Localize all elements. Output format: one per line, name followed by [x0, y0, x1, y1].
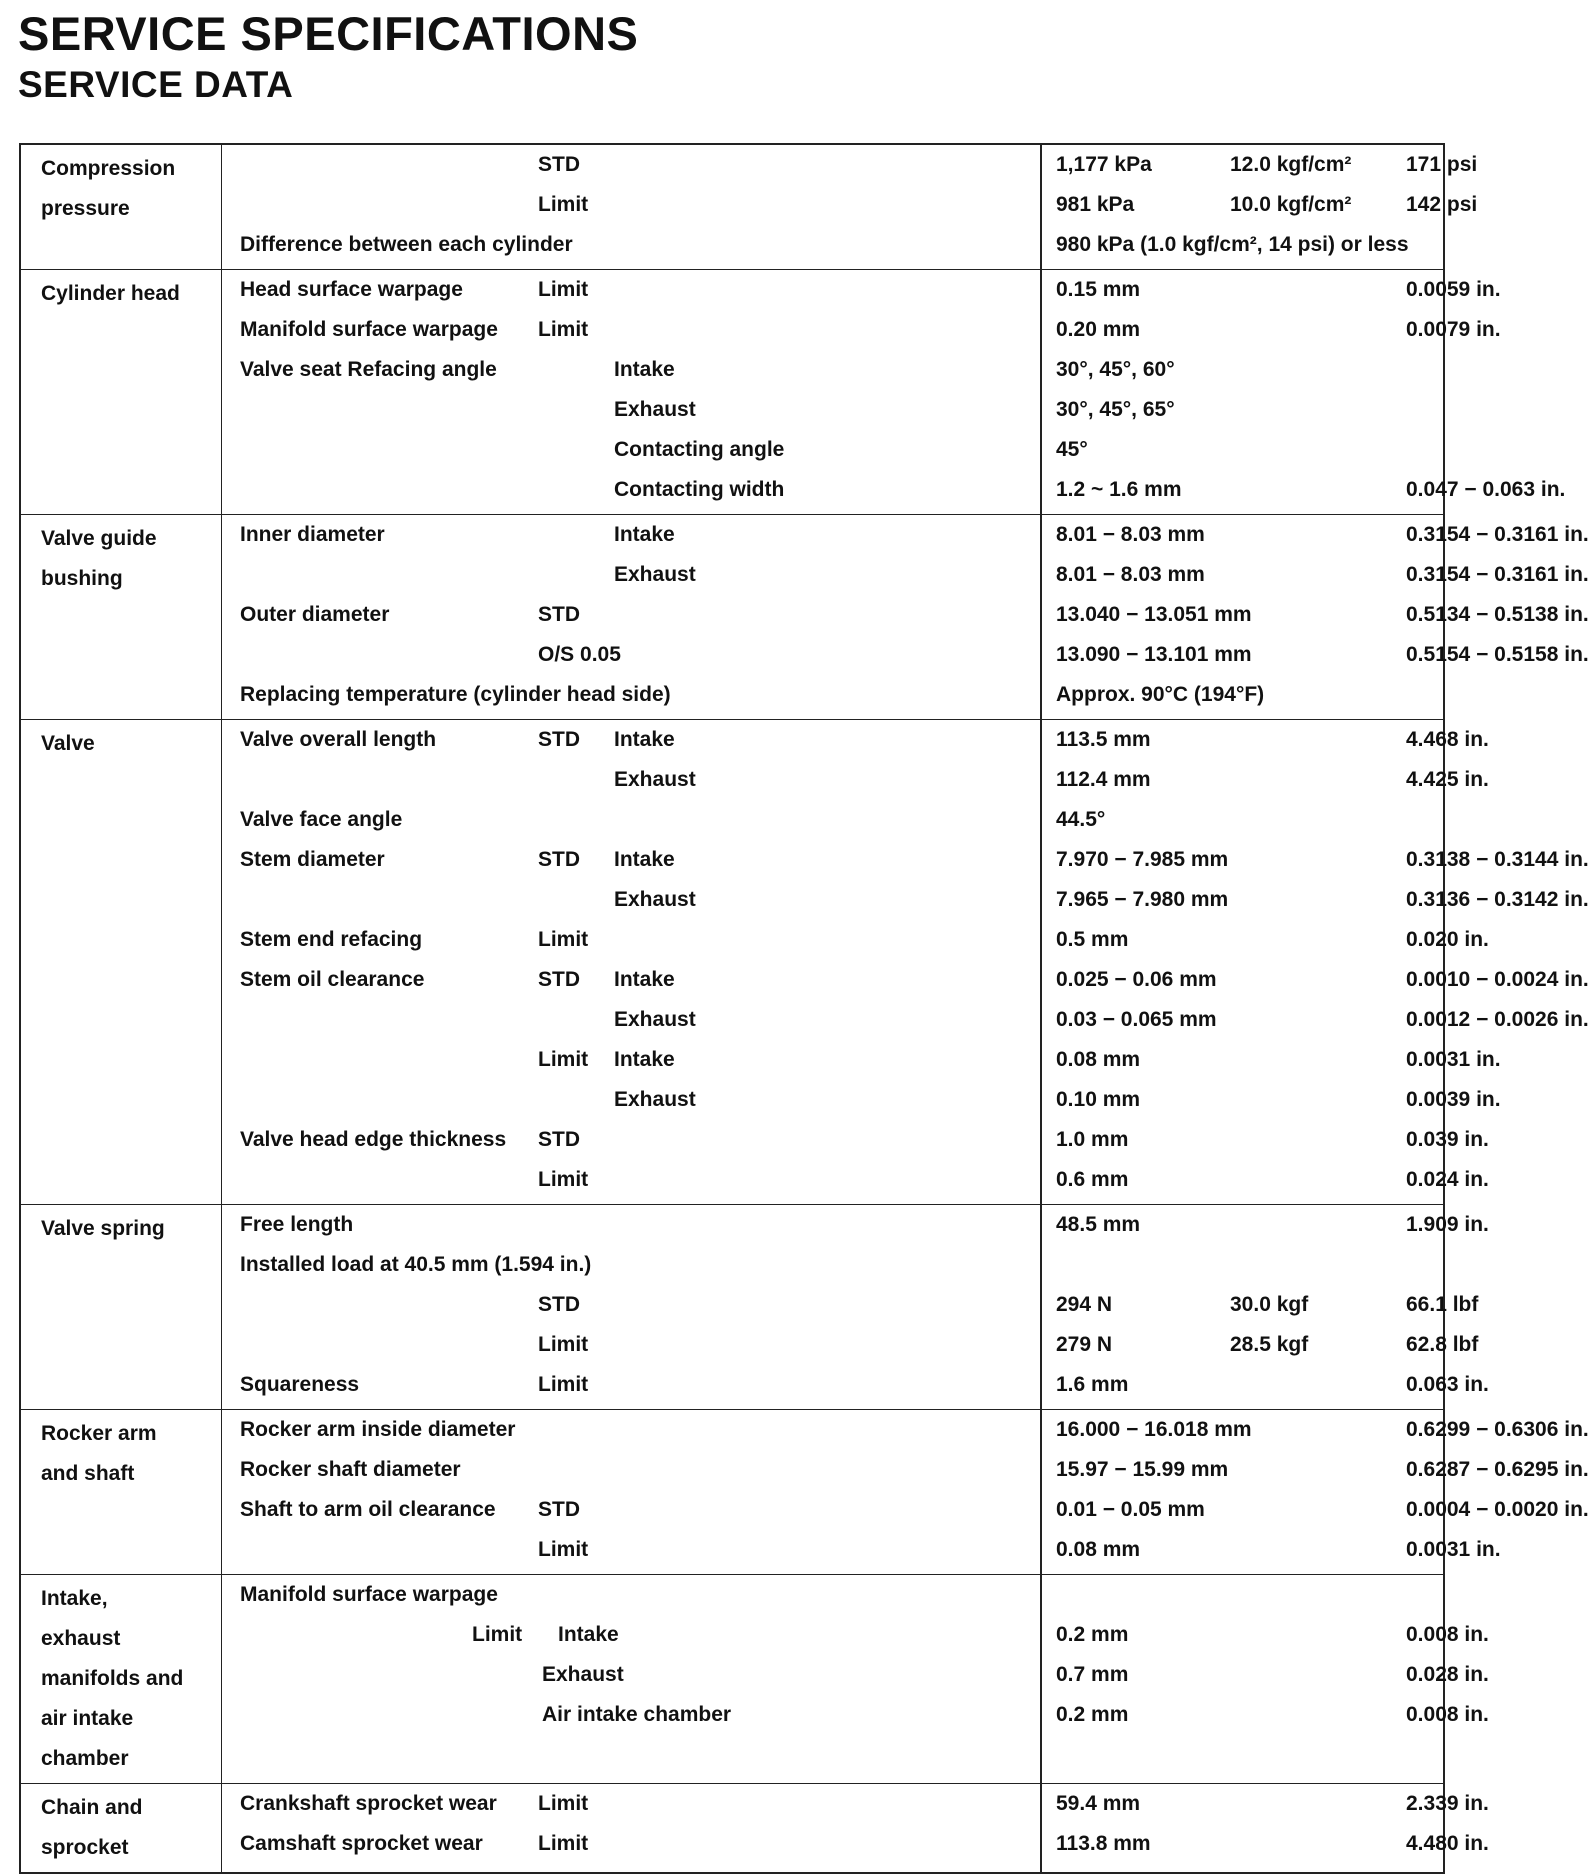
- spec-value-metric: 48.5 mm: [1056, 1213, 1141, 1236]
- spec-value-metric: 0.5 mm: [1056, 928, 1129, 951]
- spec-item: Rocker arm inside diameter: [240, 1418, 516, 1441]
- spec-value-imperial: 0.6287 − 0.6295 in.: [1406, 1458, 1589, 1481]
- spec-item: Rocker shaft diameter: [240, 1458, 461, 1481]
- spec-condition: STD: [538, 153, 580, 176]
- spec-item: Difference between each cylinder: [240, 233, 573, 256]
- section-name-line: Cylinder head: [41, 282, 180, 305]
- section-name-line: Compression: [41, 157, 176, 180]
- spec-row: [222, 1000, 1589, 1040]
- spec-value-imperial: 171 psi: [1406, 153, 1478, 176]
- section-rows: [222, 1205, 1489, 1409]
- spec-item: Manifold surface warpage: [240, 318, 498, 341]
- spec-value-alt: 28.5 kgf: [1230, 1333, 1309, 1356]
- section-name-line: Valve: [41, 732, 95, 755]
- spec-row: [222, 1695, 1489, 1735]
- spec-value-metric: 0.20 mm: [1056, 318, 1141, 341]
- spec-value-metric: 13.090 − 13.101 mm: [1056, 643, 1252, 666]
- spec-row: [222, 145, 1478, 185]
- spec-condition: STD: [538, 1498, 580, 1521]
- spec-row: [222, 225, 1443, 265]
- spec-value-imperial: 0.008 in.: [1406, 1623, 1489, 1646]
- spec-value-imperial: 0.024 in.: [1406, 1168, 1489, 1191]
- spec-section: [21, 1409, 1589, 1574]
- spec-value-metric: 30°, 45°, 65°: [1056, 398, 1175, 421]
- spec-section: [21, 145, 1478, 269]
- spec-item: Crankshaft sprocket wear: [240, 1792, 497, 1815]
- spec-value-imperial: 0.3154 − 0.3161 in.: [1406, 563, 1589, 586]
- spec-row: [222, 675, 1443, 715]
- spec-value-alt: 12.0 kgf/cm²: [1230, 153, 1352, 176]
- spec-item: Replacing temperature (cylinder head side): [240, 683, 671, 706]
- spec-subcondition: Exhaust: [614, 888, 696, 911]
- section-name-line: Valve spring: [41, 1217, 165, 1240]
- spec-row: [222, 635, 1589, 675]
- spec-row: [222, 515, 1589, 555]
- spec-row: [222, 1160, 1489, 1200]
- spec-row: [222, 1735, 1443, 1775]
- section-name: [21, 720, 222, 1204]
- spec-value-metric: 279 N: [1056, 1333, 1113, 1356]
- spec-section: [21, 1783, 1489, 1872]
- spec-row: [222, 390, 1443, 430]
- spec-row: [222, 1410, 1589, 1450]
- spec-row: [222, 1245, 1443, 1285]
- spec-value-imperial: 0.008 in.: [1406, 1703, 1489, 1726]
- spec-value-metric: 44.5°: [1056, 808, 1106, 831]
- spec-value-metric: 59.4 mm: [1056, 1792, 1141, 1815]
- spec-value-imperial: 4.480 in.: [1406, 1832, 1489, 1855]
- spec-subcondition: Intake: [614, 968, 675, 991]
- spec-value-imperial: 66.1 lbf: [1406, 1293, 1479, 1316]
- section-name: [21, 1575, 222, 1783]
- spec-value-metric: 16.000 − 16.018 mm: [1056, 1418, 1252, 1441]
- section-rows: [222, 1784, 1489, 1872]
- spec-row: [222, 880, 1589, 920]
- spec-subcondition: Intake: [614, 523, 675, 546]
- spec-item: Valve overall length: [240, 728, 437, 751]
- section-name: [21, 515, 222, 719]
- spec-value-imperial: 2.339 in.: [1406, 1792, 1489, 1815]
- spec-row: [222, 720, 1489, 760]
- spec-value-metric: 0.2 mm: [1056, 1703, 1129, 1726]
- section-rows: [222, 1575, 1489, 1783]
- spec-row: [222, 185, 1478, 225]
- section-name-line: pressure: [41, 197, 130, 220]
- spec-row: [222, 800, 1443, 840]
- spec-subcondition: Contacting angle: [614, 438, 785, 461]
- spec-value-metric: 113.8 mm: [1056, 1832, 1151, 1855]
- spec-row: [222, 1325, 1479, 1365]
- spec-value-metric: 980 kPa (1.0 kgf/cm², 14 psi) or less: [1056, 233, 1409, 256]
- spec-value-imperial: 0.063 in.: [1406, 1373, 1489, 1396]
- spec-value-metric: 0.08 mm: [1056, 1538, 1141, 1561]
- spec-value-metric: 0.01 − 0.05 mm: [1056, 1498, 1205, 1521]
- spec-value-metric: 1.6 mm: [1056, 1373, 1129, 1396]
- spec-item: Valve seat Refacing angle: [240, 358, 497, 381]
- spec-subcondition: Air intake chamber: [542, 1703, 732, 1726]
- spec-row: [222, 270, 1501, 310]
- spec-item: Camshaft sprocket wear: [240, 1832, 483, 1855]
- spec-row: [222, 1490, 1589, 1530]
- section-name-line: exhaust: [41, 1627, 121, 1650]
- spec-item: Installed load at 40.5 mm (1.594 in.): [240, 1253, 592, 1276]
- spec-value-imperial: 0.028 in.: [1406, 1663, 1489, 1686]
- spec-condition: Limit: [472, 1623, 523, 1646]
- spec-item: Free length: [240, 1213, 354, 1236]
- spec-condition: STD: [538, 1293, 580, 1316]
- page-subtitle: SERVICE DATA: [18, 64, 294, 105]
- spec-value-imperial: 0.5134 − 0.5138 in.: [1406, 603, 1589, 626]
- spec-row: [222, 1575, 1443, 1615]
- spec-condition: O/S 0.05: [538, 643, 621, 666]
- section-name: [21, 1784, 222, 1872]
- section-name: [21, 1205, 222, 1409]
- spec-item: Outer diameter: [240, 603, 390, 626]
- spec-value-imperial: 0.020 in.: [1406, 928, 1489, 951]
- section-name-line: Chain and: [41, 1796, 143, 1819]
- spec-row: [222, 760, 1489, 800]
- spec-row: [222, 555, 1589, 595]
- spec-value-metric: 0.08 mm: [1056, 1048, 1141, 1071]
- spec-item: Head surface warpage: [240, 278, 463, 301]
- spec-value-metric: 1.0 mm: [1056, 1128, 1129, 1151]
- spec-condition: STD: [538, 603, 580, 626]
- spec-subcondition: Exhaust: [614, 398, 696, 421]
- spec-value-imperial: 0.5154 − 0.5158 in.: [1406, 643, 1589, 666]
- section-rows: [222, 515, 1589, 719]
- spec-row: [222, 1824, 1489, 1864]
- spec-row: [222, 840, 1589, 880]
- spec-condition: Limit: [538, 1792, 589, 1815]
- spec-value-imperial: 0.0059 in.: [1406, 278, 1501, 301]
- spec-value-imperial: 0.0031 in.: [1406, 1538, 1501, 1561]
- spec-row: [222, 1530, 1501, 1570]
- spec-row: [222, 1080, 1501, 1120]
- spec-value-metric: 7.970 − 7.985 mm: [1056, 848, 1229, 871]
- spec-condition: Limit: [538, 1538, 589, 1561]
- spec-subcondition: Intake: [614, 358, 675, 381]
- section-rows: [222, 720, 1589, 1204]
- spec-value-metric: 294 N: [1056, 1293, 1113, 1316]
- spec-row: [222, 595, 1589, 635]
- spec-condition: Limit: [538, 318, 589, 341]
- spec-value-metric: 0.15 mm: [1056, 278, 1141, 301]
- spec-condition: Limit: [538, 1373, 589, 1396]
- spec-value-metric: 13.040 − 13.051 mm: [1056, 603, 1252, 626]
- spec-subcondition: Exhaust: [614, 563, 696, 586]
- spec-value-imperial: 0.0079 in.: [1406, 318, 1501, 341]
- spec-subcondition: Intake: [614, 848, 675, 871]
- spec-item: Manifold surface warpage: [240, 1583, 498, 1606]
- spec-value-imperial: 0.0031 in.: [1406, 1048, 1501, 1071]
- spec-value-metric: 0.10 mm: [1056, 1088, 1141, 1111]
- spec-value-metric: 1.2 ~ 1.6 mm: [1056, 478, 1182, 501]
- spec-row: [222, 1365, 1489, 1405]
- section-name-line: bushing: [41, 567, 123, 590]
- spec-subcondition: Intake: [558, 1623, 619, 1646]
- spec-value-imperial: 0.3136 − 0.3142 in.: [1406, 888, 1589, 911]
- spec-value-metric: 30°, 45°, 60°: [1056, 358, 1175, 381]
- section-name: [21, 145, 222, 269]
- spec-subcondition: Exhaust: [614, 1008, 696, 1031]
- spec-section: [21, 1204, 1489, 1409]
- spec-value-imperial: 62.8 lbf: [1406, 1333, 1479, 1356]
- spec-value-metric: 8.01 − 8.03 mm: [1056, 523, 1205, 546]
- section-rows: [222, 145, 1478, 269]
- spec-value-imperial: 0.6299 − 0.6306 in.: [1406, 1418, 1589, 1441]
- spec-section: [21, 719, 1589, 1204]
- spec-condition: STD: [538, 1128, 580, 1151]
- section-name-line: manifolds and: [41, 1667, 184, 1690]
- spec-item: Shaft to arm oil clearance: [240, 1498, 496, 1521]
- spec-condition: Limit: [538, 1168, 589, 1191]
- page-title: SERVICE SPECIFICATIONS: [18, 7, 639, 60]
- spec-subcondition: Contacting width: [614, 478, 785, 501]
- spec-row: [222, 1205, 1489, 1245]
- spec-condition: Limit: [538, 928, 589, 951]
- spec-subcondition: Intake: [614, 728, 675, 751]
- spec-value-metric: 0.6 mm: [1056, 1168, 1129, 1191]
- spec-item: Stem oil clearance: [240, 968, 425, 991]
- spec-row: [222, 1120, 1489, 1160]
- spec-row: [222, 430, 1443, 470]
- section-name-line: chamber: [41, 1747, 129, 1770]
- spec-condition: Limit: [538, 278, 589, 301]
- spec-row: [222, 1285, 1479, 1325]
- spec-row: [222, 1450, 1589, 1490]
- section-name: [21, 1410, 222, 1574]
- spec-value-imperial: 0.3154 − 0.3161 in.: [1406, 523, 1589, 546]
- spec-section: [21, 269, 1566, 514]
- spec-row: [222, 310, 1501, 350]
- spec-condition: STD: [538, 848, 580, 871]
- spec-condition: Limit: [538, 1333, 589, 1356]
- service-data-table: [19, 143, 1589, 1874]
- section-rows: [222, 270, 1566, 514]
- spec-row: [222, 1040, 1501, 1080]
- spec-value-imperial: 142 psi: [1406, 193, 1478, 216]
- section-name-line: Intake,: [41, 1587, 108, 1610]
- spec-value-metric: 1,177 kPa: [1056, 153, 1152, 176]
- spec-subcondition: Exhaust: [542, 1663, 624, 1686]
- spec-row: [222, 470, 1566, 510]
- spec-value-metric: 0.025 − 0.06 mm: [1056, 968, 1217, 991]
- spec-value-metric: Approx. 90°C (194°F): [1056, 683, 1265, 706]
- spec-value-metric: 7.965 − 7.980 mm: [1056, 888, 1229, 911]
- section-name: [21, 270, 222, 514]
- spec-value-metric: 0.03 − 0.065 mm: [1056, 1008, 1217, 1031]
- spec-subcondition: Exhaust: [614, 768, 696, 791]
- spec-value-imperial: 1.909 in.: [1406, 1213, 1489, 1236]
- spec-subcondition: Exhaust: [614, 1088, 696, 1111]
- spec-value-imperial: 0.0039 in.: [1406, 1088, 1501, 1111]
- spec-row: [222, 1615, 1489, 1655]
- spec-condition: Limit: [538, 1048, 589, 1071]
- spec-item: Squareness: [240, 1373, 360, 1396]
- spec-item: Stem end refacing: [240, 928, 423, 951]
- section-rows: [222, 1410, 1589, 1574]
- section-name-line: air intake: [41, 1707, 134, 1730]
- spec-section: [21, 514, 1589, 719]
- spec-value-imperial: 0.047 − 0.063 in.: [1406, 478, 1566, 501]
- spec-row: [222, 960, 1589, 1000]
- section-name-line: sprocket: [41, 1836, 129, 1859]
- spec-value-metric: 981 kPa: [1056, 193, 1135, 216]
- spec-row: [222, 1655, 1489, 1695]
- spec-value-metric: 45°: [1056, 438, 1088, 461]
- spec-item: Valve face angle: [240, 808, 403, 831]
- spec-value-imperial: 4.468 in.: [1406, 728, 1489, 751]
- spec-subcondition: Intake: [614, 1048, 675, 1071]
- spec-section: [21, 1574, 1489, 1783]
- spec-value-alt: 30.0 kgf: [1230, 1293, 1309, 1316]
- section-name-line: Valve guide: [41, 527, 157, 550]
- section-name-line: Rocker arm: [41, 1422, 157, 1445]
- spec-row: [222, 920, 1489, 960]
- spec-value-metric: 8.01 − 8.03 mm: [1056, 563, 1205, 586]
- spec-condition: STD: [538, 968, 580, 991]
- spec-value-metric: 0.7 mm: [1056, 1663, 1129, 1686]
- spec-value-imperial: 0.0012 − 0.0026 in.: [1406, 1008, 1589, 1031]
- spec-item: Stem diameter: [240, 848, 385, 871]
- spec-condition: STD: [538, 728, 580, 751]
- spec-value-metric: 113.5 mm: [1056, 728, 1151, 751]
- spec-value-metric: 15.97 − 15.99 mm: [1056, 1458, 1229, 1481]
- spec-value-imperial: 0.039 in.: [1406, 1128, 1489, 1151]
- spec-value-imperial: 0.3138 − 0.3144 in.: [1406, 848, 1589, 871]
- spec-value-imperial: 4.425 in.: [1406, 768, 1489, 791]
- spec-condition: Limit: [538, 1832, 589, 1855]
- spec-row: [222, 1784, 1489, 1824]
- spec-item: Valve head edge thickness: [240, 1128, 507, 1151]
- spec-value-imperial: 0.0010 − 0.0024 in.: [1406, 968, 1589, 991]
- spec-condition: Limit: [538, 193, 589, 216]
- spec-value-metric: 112.4 mm: [1056, 768, 1151, 791]
- spec-value-alt: 10.0 kgf/cm²: [1230, 193, 1352, 216]
- spec-item: Inner diameter: [240, 523, 385, 546]
- section-name-line: and shaft: [41, 1462, 135, 1485]
- spec-row: [222, 350, 1443, 390]
- spec-value-metric: 0.2 mm: [1056, 1623, 1129, 1646]
- spec-value-imperial: 0.0004 − 0.0020 in.: [1406, 1498, 1589, 1521]
